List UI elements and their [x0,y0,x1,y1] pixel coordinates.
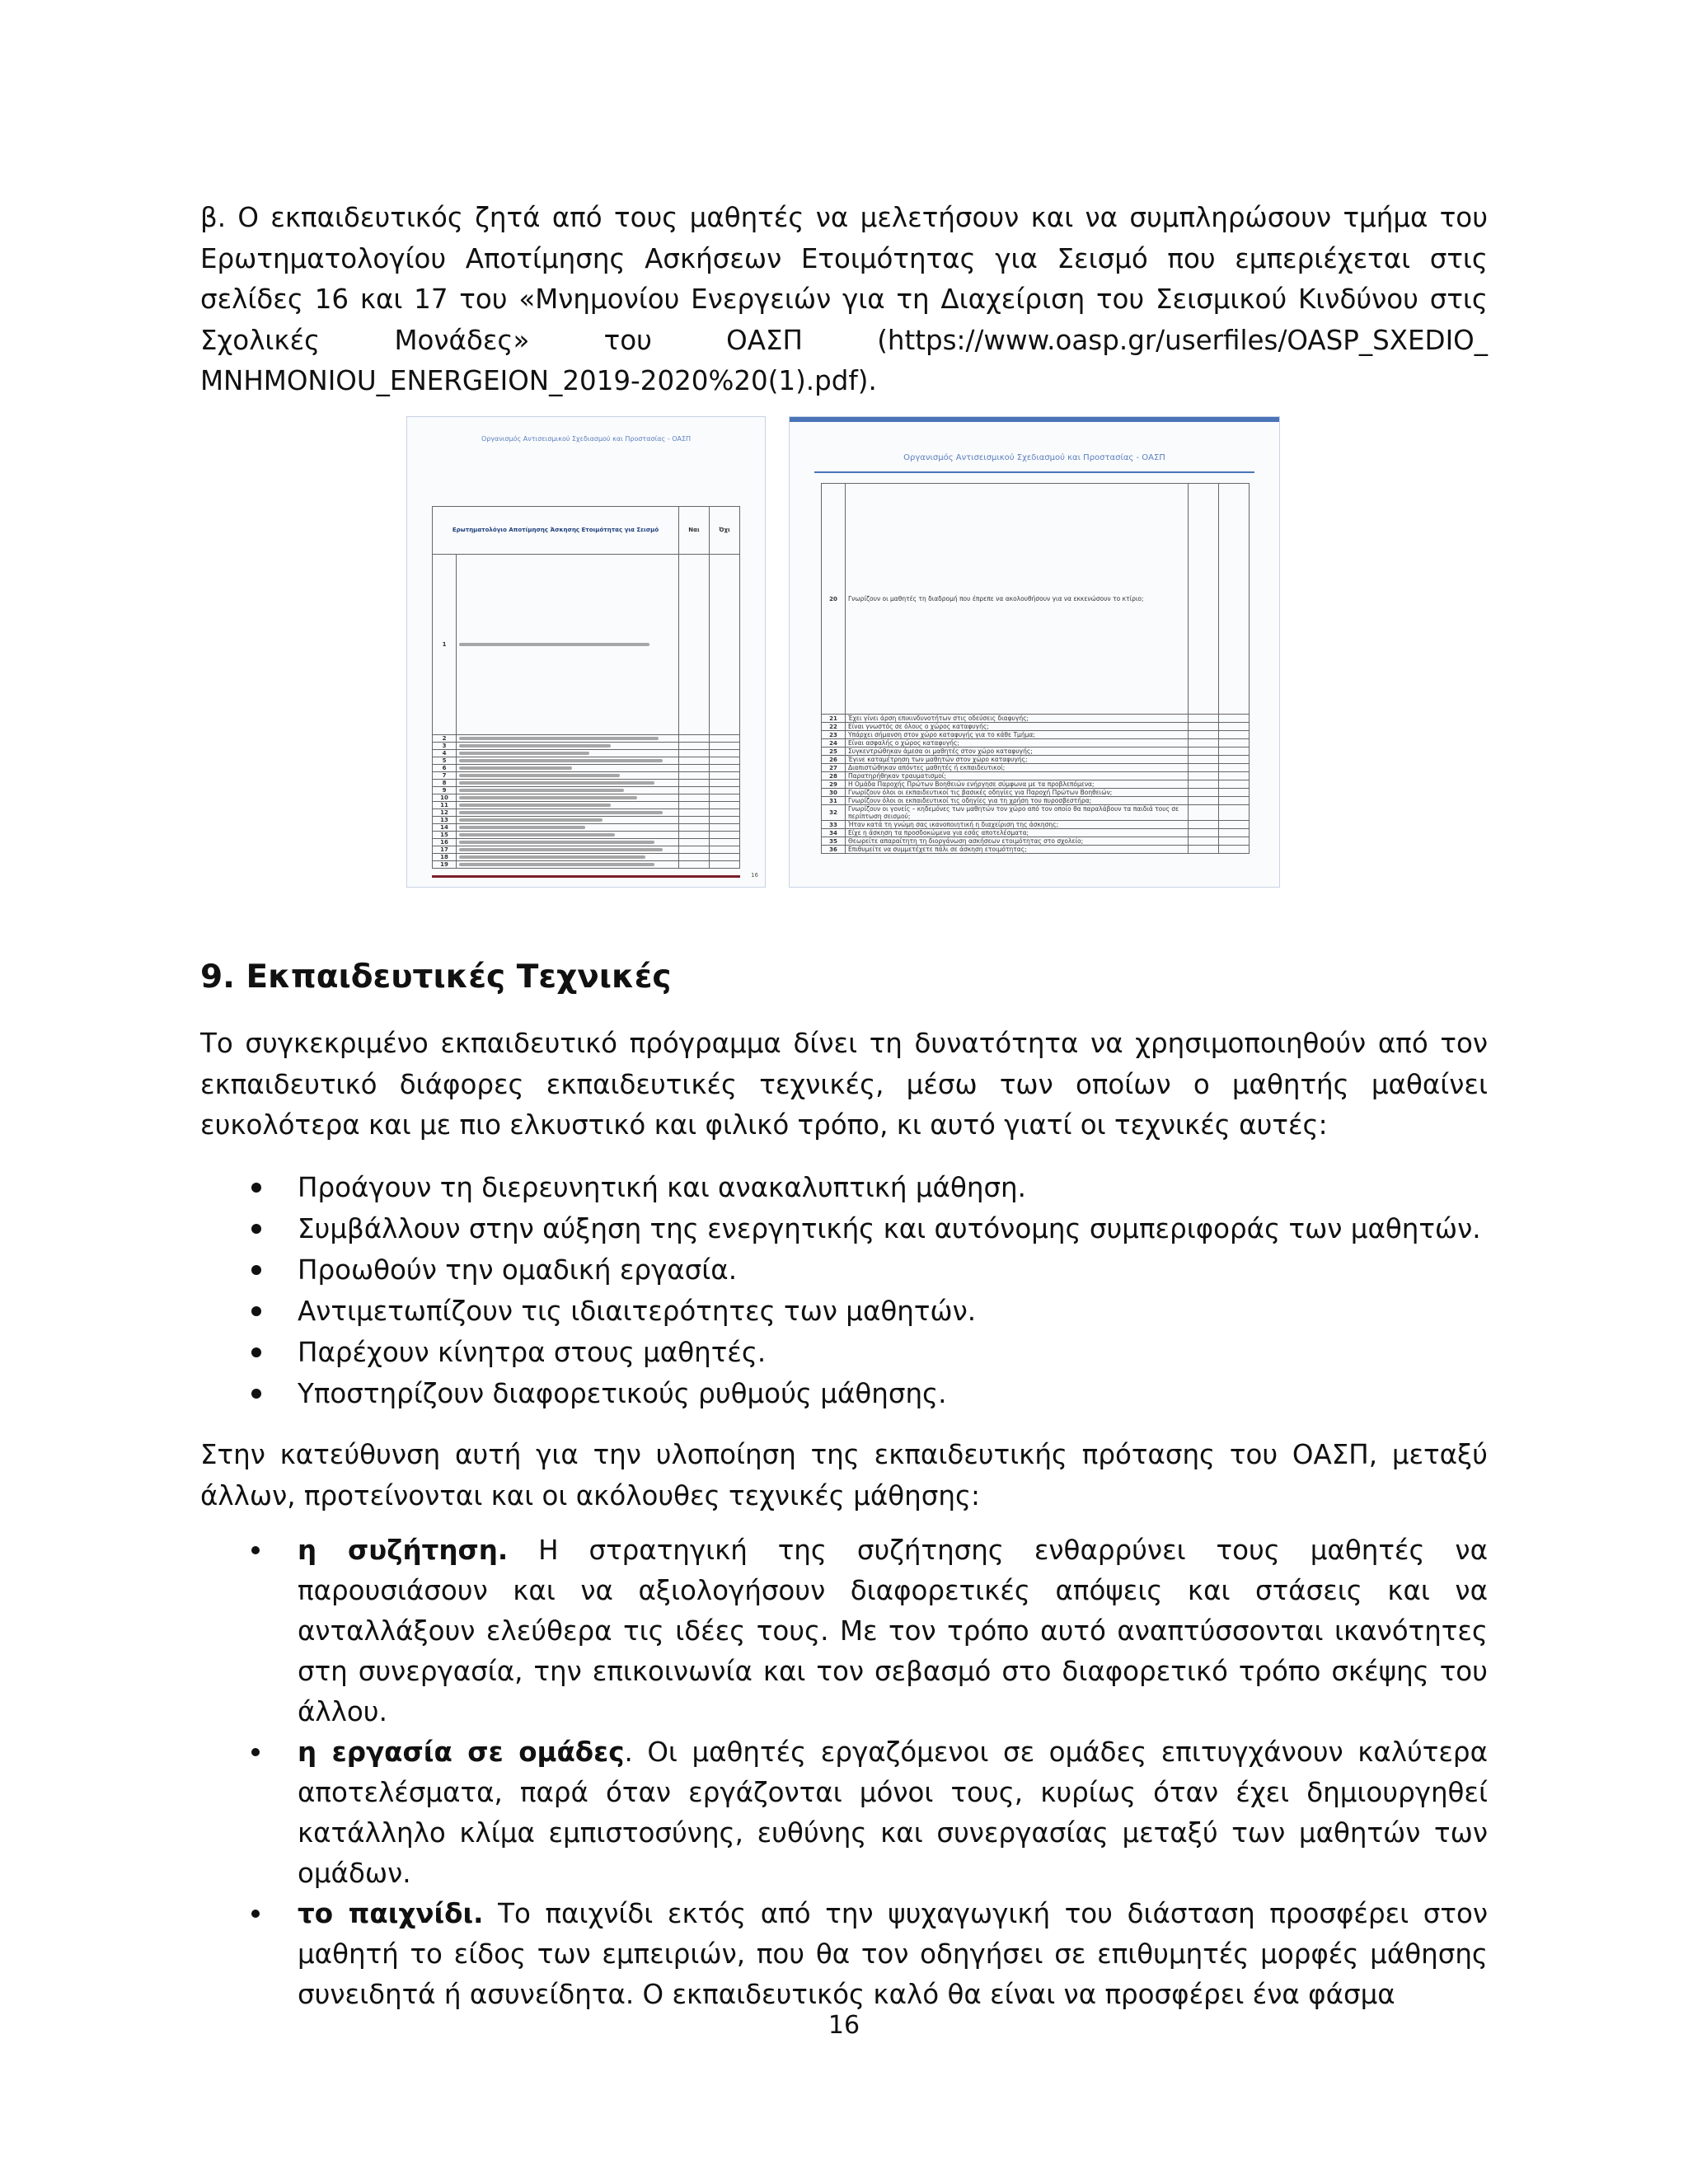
yes-cell [1189,731,1219,739]
yes-cell [1189,756,1219,764]
intro-line: β. Ο εκπαιδευτικός ζητά από τους μαθητές να μελετήσουν και να συμπληρώσουν τμήμα του [200,202,1488,233]
illegible-text-line [459,643,649,646]
questionnaire-left-row [433,794,740,802]
footer-rule [432,875,740,878]
no-cell [1219,805,1250,821]
yes-cell [1189,805,1219,821]
questionnaire-left-row [433,735,740,743]
no-cell [1219,748,1250,756]
yes-cell [1189,797,1219,805]
row-text: Έχει γίνει άρση επικινδυνοτήτων στις οδεύσεις διαφυγής; [846,715,1189,723]
yes-cell [679,824,710,832]
questionnaire-right-row [822,748,1250,756]
yes-cell [1189,789,1219,797]
no-cell [710,861,740,869]
list-item [200,1208,1488,1249]
yes-cell [1189,772,1219,780]
technique-item [200,1894,1488,2015]
no-cell [710,802,740,809]
no-cell [710,839,740,846]
row-number: 23 [822,731,846,739]
header-bar [790,417,1279,422]
intro-line: Σχολικές Μονάδες» του ΟΑΣΠ (https://www.oasp.gr/userfiles/OASP_SXEDIO_ [200,324,1488,356]
questionnaire-left-row [433,846,740,854]
row-text [457,832,679,839]
bullet-icon [251,1306,261,1316]
row-number: 5 [433,757,457,765]
row-number: 11 [433,802,457,809]
row-text [457,750,679,757]
row-text: Είναι ασφαλής ο χώρος καταφυγής; [846,739,1189,748]
row-text: Η Ομάδα Παροχής Πρώτων Βοηθειών ενήργησε σύμφωνα με τα προβλεπόμενα; [846,780,1189,789]
questionnaire-left-row [433,854,740,861]
no-cell [710,757,740,765]
questionnaire-left-title: Ερωτηματολόγιο Αποτίμησης Άσκησης Ετοιμότητας για Σεισμό [433,507,679,555]
row-number: 35 [822,837,846,846]
bullet-icon [251,1748,260,1756]
section-intro-line: Το συγκεκριμένο εκπαιδευτικό πρόγραμμα δίνει τη δυνατότητα να χρησιμοποιηθούν από τον [200,1028,1488,1059]
questionnaire-left-row [433,750,740,757]
questionnaire-right-row [822,715,1250,723]
questionnaire-left-row [433,787,740,794]
illegible-text-line [459,789,624,792]
row-number: 36 [822,846,846,854]
no-cell [1219,739,1250,748]
row-number: 20 [822,484,846,715]
no-cell [1219,821,1250,829]
no-cell [1219,797,1250,805]
row-number: 29 [822,780,846,789]
no-cell [1219,723,1250,731]
illegible-text-line [459,737,659,740]
no-cell [710,846,740,854]
col-no: Όχι [710,507,740,555]
yes-cell [1189,723,1219,731]
row-number: 31 [822,797,846,805]
row-number: 25 [822,748,846,756]
list-item [200,1291,1488,1332]
row-text: Διαπιστώθηκαν απόντες μαθητές ή εκπαιδευτικοί; [846,764,1189,772]
questionnaire-left-row [433,817,740,824]
yes-cell [679,765,710,772]
questionnaire-right-row [822,780,1250,789]
techniques-intro-line: Στην κατεύθυνση αυτή για την υλοποίηση της εκπαιδευτικής πρότασης του ΟΑΣΠ, μεταξύ [200,1439,1488,1470]
technique-text: . Οι μαθητές εργαζόμενοι σε ομάδες επιτυγχάνουν καλύτερα αποτελέσματα, παρά όταν εργάζονται μόνοι τους, κυρίως όταν έχει δημιουργηθεί κατάλληλο κλίμα εμπιστοσύνης, ευθύνης και συνεργασίας μεταξύ των μαθητών των ομάδων. [298,1736,1488,1889]
row-text: Συγκεντρώθηκαν άμεσα οι μαθητές στον χώρο καταφυγής; [846,748,1189,756]
row-text [457,854,679,861]
row-number: 19 [433,861,457,869]
yes-cell [679,839,710,846]
questionnaire-left-row [433,743,740,750]
questionnaire-right-row [822,837,1250,846]
illegible-text-line [459,863,654,866]
row-text [457,846,679,854]
row-text [457,554,679,734]
bullet-icon [251,1265,261,1275]
row-text [457,809,679,817]
section-intro-paragraph [200,1024,1488,1146]
questionnaire-right-row [822,846,1250,854]
illegible-text-line [459,848,663,851]
questionnaire-page-image-left [407,417,765,887]
row-number: 15 [433,832,457,839]
techniques-intro-line: άλλων, προτείνονται και οι ακόλουθες τεχνικές μάθησης: [200,1479,980,1511]
technique-term: η εργασία σε ομάδες [298,1736,625,1768]
row-number: 16 [433,839,457,846]
questionnaire-right-row [822,484,1250,715]
row-text: Υπάρχει σήμανση στον χώρο καταφυγής για το κάθε Τμήμα; [846,731,1189,739]
row-text [457,861,679,869]
section-intro-line: εκπαιδευτικό διάφορες εκπαιδευτικές τεχνικές, μέσω των οποίων ο μαθητής μαθαίνει [200,1068,1488,1100]
no-cell [710,787,740,794]
list-item-text: Προωθούν την ομαδική εργασία. [298,1254,738,1286]
bullet-icon [251,1224,261,1234]
illegible-text-line [459,833,615,837]
row-number: 14 [433,824,457,832]
yes-cell [679,735,710,743]
questionnaire-right-row [822,764,1250,772]
row-text [457,839,679,846]
row-text: Παρατηρήθηκαν τραυματισμοί; [846,772,1189,780]
technique-item [200,1530,1488,1732]
no-cell [710,794,740,802]
no-cell [710,854,740,861]
row-text: Γνωρίζουν οι μαθητές τη διαδρομή που έπρεπε να ακολουθήσουν για να εκκενώσουν το κτίριο; [846,484,1189,715]
yes-cell [1189,715,1219,723]
row-number: 2 [433,735,457,743]
row-number: 1 [433,554,457,734]
questionnaire-left-row [433,809,740,817]
row-text [457,824,679,832]
list-item-text: Προάγουν τη διερευνητική και ανακαλυπτική μάθηση. [298,1172,1026,1203]
no-cell [710,735,740,743]
yes-cell [679,861,710,869]
illegible-text-line [459,796,637,799]
yes-cell [1189,846,1219,854]
questionnaire-left-row [433,780,740,787]
yes-cell [679,794,710,802]
row-text: Ήταν κατά τη γνώμη σας ικανοποιητική η διαχείριση της άσκησης; [846,821,1189,829]
row-text: Γνωρίζουν όλοι οι εκπαιδευτικοί τις οδηγίες για τη χρήση του πυροσβεστήρα; [846,797,1189,805]
illegible-text-line [459,759,663,762]
intro-line: σελίδες 16 και 17 του «Μνημονίου Ενεργειών για τη Διαχείριση του Σεισμικού Κινδύνου στις [200,284,1488,315]
no-cell [710,743,740,750]
no-cell [1219,837,1250,846]
row-number: 8 [433,780,457,787]
yes-cell [1189,837,1219,846]
list-item-text: Υποστηρίζουν διαφορετικούς ρυθμούς μάθησης. [298,1378,947,1409]
list-item [200,1373,1488,1414]
no-cell [1219,846,1250,854]
row-number: 18 [433,854,457,861]
techniques-list [200,1530,1488,2015]
no-cell [1219,780,1250,789]
section-heading: 9. Εκπαιδευτικές Τεχνικές [200,958,672,996]
bullet-icon [251,1389,261,1399]
no-cell [710,780,740,787]
illegible-text-line [459,744,611,748]
questionnaire-right-row [822,805,1250,821]
yes-cell [679,780,710,787]
header-underline [814,471,1254,473]
illegible-text-line [459,826,585,829]
row-text: Θεωρείτε απαραίτητη τη διοργάνωση ασκήσεων ετοιμότητας στο σχολείο; [846,837,1189,846]
no-cell [1219,715,1250,723]
yes-cell [1189,829,1219,837]
row-text [457,743,679,750]
questionnaire-right-row [822,789,1250,797]
yes-cell [679,787,710,794]
technique-term: η συζήτηση. [298,1535,509,1566]
illegible-text-line [459,811,663,814]
questionnaire-left-table [432,506,740,869]
questionnaire-left-row [433,839,740,846]
row-number: 22 [822,723,846,731]
row-text: Γνωρίζουν όλοι οι εκπαιδευτικοί τις βασικές οδηγίες για Παροχή Πρώτων Βοηθειών; [846,789,1189,797]
yes-cell [679,802,710,809]
row-number: 12 [433,809,457,817]
questionnaire-left-row [433,772,740,780]
row-number: 30 [822,789,846,797]
row-text: Είχε η άσκηση τα προσδοκώμενα για εσάς αποτελέσματα; [846,829,1189,837]
row-number: 32 [822,805,846,821]
row-number: 13 [433,817,457,824]
row-number: 26 [822,756,846,764]
yes-cell [1189,739,1219,748]
questionnaire-right-row [822,756,1250,764]
no-cell [710,817,740,824]
row-number: 33 [822,821,846,829]
illegible-text-line [459,818,603,822]
bullet-icon [251,1347,261,1357]
yes-cell [1189,821,1219,829]
yes-cell [679,750,710,757]
row-text [457,787,679,794]
row-text [457,765,679,772]
no-cell [1219,789,1250,797]
no-cell [1219,772,1250,780]
questionnaire-left-row [433,824,740,832]
yes-cell [679,846,710,854]
yes-cell [679,554,710,734]
row-number: 4 [433,750,457,757]
yes-cell [679,832,710,839]
list-item-text: Αντιμετωπίζουν τις ιδιαιτερότητες των μαθητών. [298,1296,977,1327]
yes-cell [679,757,710,765]
questionnaire-right-table [821,483,1250,854]
no-cell [710,765,740,772]
yes-cell [679,772,710,780]
questionnaire-left-header: Οργανισμός Αντισεισμικού Σχεδιασμού και Προστασίας - ΟΑΣΠ [481,435,692,443]
no-cell [1219,731,1250,739]
no-cell [1219,829,1250,837]
row-number: 3 [433,743,457,750]
list-item [200,1167,1488,1208]
row-number: 17 [433,846,457,854]
row-number: 27 [822,764,846,772]
technique-item [200,1732,1488,1894]
illegible-text-line [459,855,645,859]
questionnaire-left-row [433,757,740,765]
row-text: Επιθυμείτε να συμμετέχετε πάλι σε άσκηση ετοιμότητας; [846,846,1189,854]
questionnaire-left-row [433,832,740,839]
intro-line: Ερωτηματολογίου Αποτίμησης Ασκήσεων Ετοιμότητας για Σεισμό που εμπεριέχεται στις [200,242,1488,274]
no-cell [1219,484,1250,715]
page-number: 16 [828,2011,860,2040]
yes-cell [679,809,710,817]
yes-cell [679,817,710,824]
row-text [457,757,679,765]
row-text [457,817,679,824]
questionnaire-left-row [433,765,740,772]
row-number: 7 [433,772,457,780]
list-item-text: Συμβάλλουν στην αύξηση της ενεργητικής και αυτόνομης συμπεριφοράς των μαθητών. [298,1213,1481,1244]
no-cell [710,809,740,817]
row-text: Είναι γνωστός σε όλους ο χώρος καταφυγής; [846,723,1189,731]
row-number: 21 [822,715,846,723]
techniques-intro-paragraph [200,1435,1488,1516]
no-cell [1219,764,1250,772]
yes-cell [1189,484,1219,715]
row-text: Έγινε καταμέτρηση των μαθητών στον χώρο καταφυγής; [846,756,1189,764]
questionnaire-right-row [822,821,1250,829]
no-cell [710,772,740,780]
row-text [457,780,679,787]
row-number: 28 [822,772,846,780]
technique-text: Η στρατηγική της συζήτησης ενθαρρύνει τους μαθητές να παρουσιάσουν και να αξιολογήσουν διαφορετικές απόψεις και στάσεις και να ανταλλάξουν ελεύθερα τις ιδέες τους. Με τον τρόπο αυτό αναπτύσσονται ικανότητες στη συνεργασία, την επικοινωνία και τον σεβασμό στο διαφορετικό τρόπο σκέψης του άλλου. [298,1535,1488,1727]
bullet-icon [251,1546,260,1554]
yes-cell [1189,748,1219,756]
benefits-list [200,1167,1488,1414]
illegible-text-line [459,804,611,807]
technique-term: το παιχνίδι. [298,1898,484,1929]
yes-cell [1189,764,1219,772]
bullet-icon [251,1910,260,1918]
questionnaire-right-row [822,731,1250,739]
intro-line: MNHMONIOU_ENERGEION_2019-2020%20(1).pdf). [200,365,877,396]
questionnaire-right-row [822,723,1250,731]
questionnaire-right-row [822,797,1250,805]
col-yes: Ναι [679,507,710,555]
section-intro-line: ευκολότερα και με πιο ελκυστικό και φιλικό τρόπο, κι αυτό γιατί οι τεχνικές αυτές: [200,1109,1328,1141]
no-cell [710,554,740,734]
questionnaire-left-row [433,802,740,809]
yes-cell [679,743,710,750]
row-number: 10 [433,794,457,802]
bullet-icon [251,1183,261,1193]
row-number: 34 [822,829,846,837]
no-cell [1219,756,1250,764]
row-text [457,794,679,802]
questionnaire-left-row [433,861,740,869]
list-item [200,1332,1488,1373]
row-number: 24 [822,739,846,748]
list-item-text: Παρέχουν κίνητρα στους μαθητές. [298,1337,767,1368]
intro-paragraph [200,198,1488,402]
illegible-text-line [459,774,620,777]
illegible-text-line [459,781,654,785]
illegible-text-line [459,752,589,755]
questionnaire-left-row [433,554,740,734]
row-text [457,735,679,743]
no-cell [710,750,740,757]
technique-text: Το παιχνίδι εκτός από την ψυχαγωγική του διάσταση προσφέρει στον μαθητή το είδος των εμπειριών, που θα τον οδηγήσει σε επιθυμητές μορφές μάθησης συνειδητά ή ασυνείδητα. Ο εκπαιδευτικός καλό θα είναι να προσφέρει ένα φάσμα [298,1898,1489,2010]
yes-cell [679,854,710,861]
row-number: 9 [433,787,457,794]
questionnaire-page-image-right [790,417,1279,887]
yes-cell [1189,780,1219,789]
questionnaire-right-row [822,739,1250,748]
row-number: 6 [433,765,457,772]
row-text: Γνωρίζουν οι γονείς – κηδεμόνες των μαθητών τον χώρο από τον οποίο θα παραλάβουν τα παιδιά τους σε περίπτωση σεισμού; [846,805,1189,821]
no-cell [710,824,740,832]
illegible-text-line [459,766,572,770]
row-text [457,802,679,809]
questionnaire-right-row [822,772,1250,780]
list-item [200,1249,1488,1291]
questionnaire-left-page-number: 16 [751,872,758,879]
questionnaire-right-row [822,829,1250,837]
questionnaire-right-header: Οργανισμός Αντισεισμικού Σχεδιασμού και Προστασίας - ΟΑΣΠ [903,453,1165,462]
no-cell [710,832,740,839]
row-text [457,772,679,780]
illegible-text-line [459,841,654,844]
